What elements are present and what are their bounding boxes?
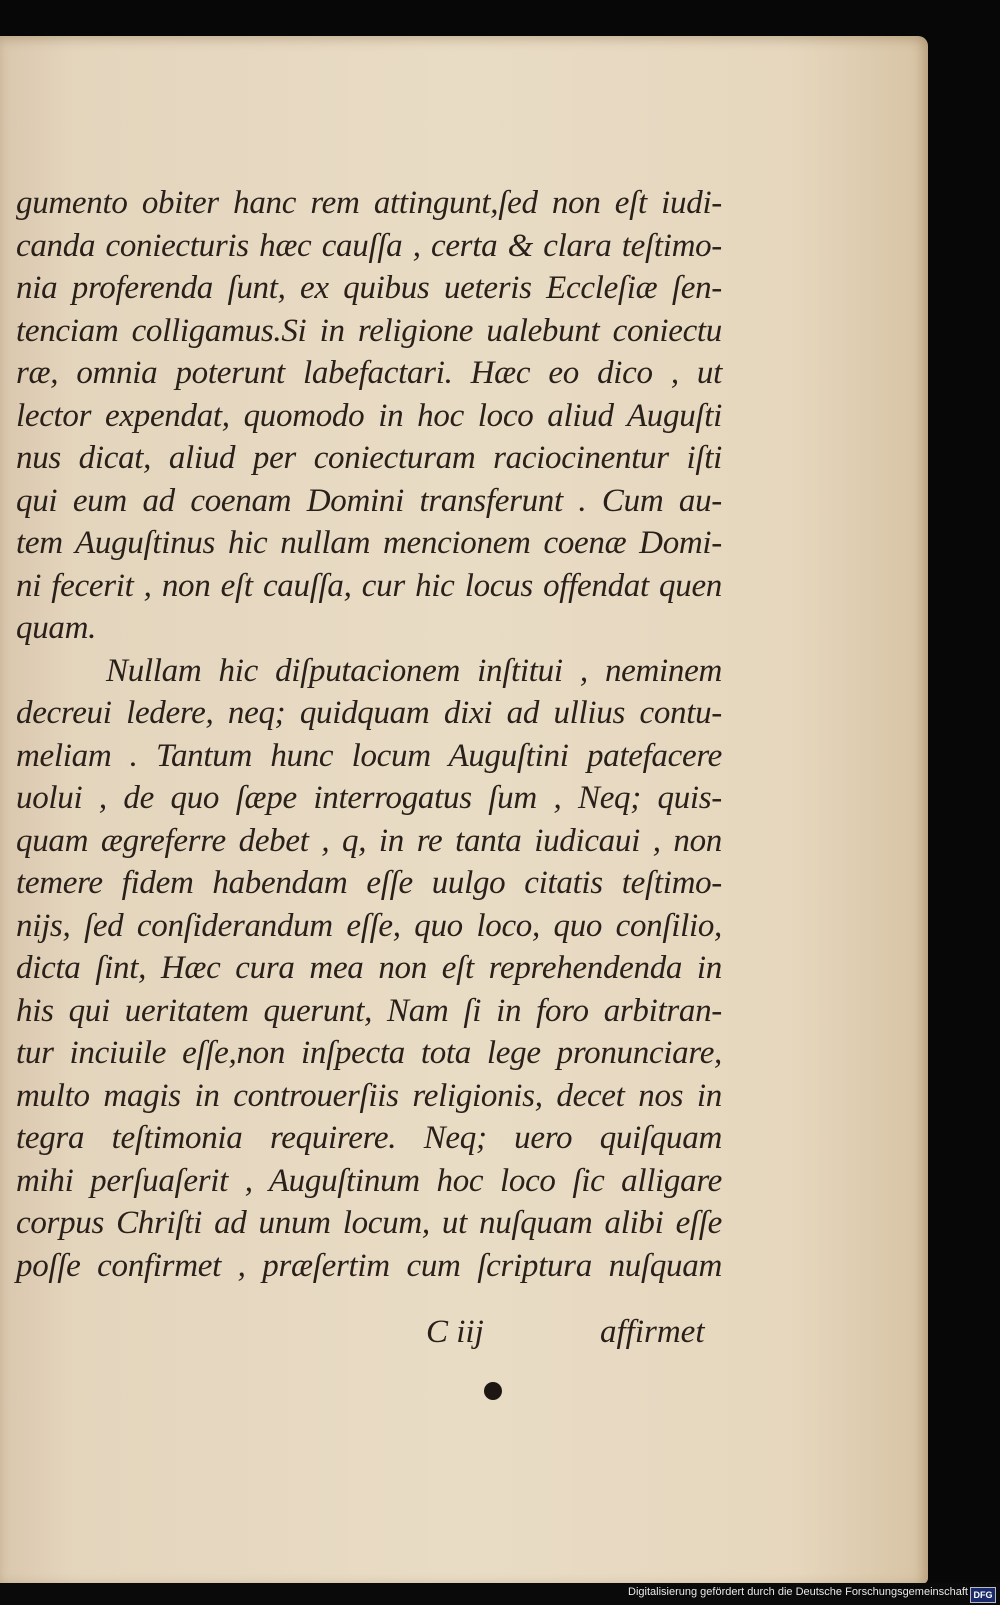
funding-credit: Digitalisierung gefördert durch die Deutsche Forschungsgemeinschaft	[628, 1586, 968, 1598]
catchword: affirmet	[600, 1314, 705, 1350]
dfg-logo: DFG	[970, 1587, 996, 1603]
paragraph-start-line: Nullam hic diſputacionem inſtitui , neminem	[106, 652, 722, 689]
text-body	[16, 182, 722, 1287]
signature-mark: C iij	[426, 1314, 484, 1350]
text-line: tenciam colligamus.Si in religione ualebunt coniectu	[16, 312, 722, 349]
text-line: quam ægreferre debet , q, in re tanta iudicaui , non	[16, 822, 722, 859]
text-line: tem Auguſtinus hic nullam mencionem coenæ Domi-	[16, 525, 722, 561]
text-line: ræ, omnia poterunt labefactari. Hæc eo dico , ut	[16, 355, 722, 391]
text-line: temere fidem habendam eſſe uulgo citatis teſtimo-	[16, 865, 722, 901]
text-line: ni fecerit , non eſt cauſſa, cur hic locus offendat quen	[16, 567, 722, 604]
page-footer-line	[0, 1314, 928, 1364]
digitization-footer	[0, 1583, 1000, 1605]
text-line: nijs, ſed conſiderandum eſſe, quo loco, quo conſilio,	[16, 907, 722, 944]
text-line: qui eum ad coenam Domini transferunt . Cum au-	[16, 482, 722, 519]
text-line: mihi perſuaſerit , Auguſtinum hoc loco ſic alligare	[16, 1162, 722, 1199]
text-line: dicta ſint, Hæc cura mea non eſt reprehendenda in	[16, 950, 722, 986]
text-line: uolui , de quo ſæpe interrogatus ſum , Neq; quis-	[16, 780, 722, 816]
text-line: nia proferenda ſunt, ex quibus ueteris Eccleſiæ ſen-	[16, 270, 722, 306]
ink-dot	[484, 1382, 502, 1400]
text-line: quam.	[16, 610, 97, 646]
text-line: meliam . Tantum hunc locum Auguſtini patefacere	[16, 737, 722, 774]
text-line: gumento obiter hanc rem attingunt,ſed non eſt iudi-	[16, 185, 722, 221]
text-line: decreui ledere, neq; quidquam dixi ad ullius contu-	[16, 695, 722, 731]
text-line: corpus Chriſti ad unum locum, ut nuſquam alibi eſſe	[16, 1205, 722, 1241]
book-page	[0, 36, 928, 1584]
text-line: tur inciuile eſſe,non inſpecta tota lege pronunciare,	[16, 1035, 722, 1071]
text-line: his qui ueritatem querunt, Nam ſi in foro arbitran-	[16, 992, 722, 1029]
text-line: multo magis in controuerſiis religionis, decet nos in	[16, 1077, 722, 1114]
text-line: poſſe confirmet , præſertim cum ſcriptura nuſquam	[16, 1247, 722, 1284]
text-line: canda coniecturis hæc cauſſa , certa & clara teſtimo-	[16, 227, 722, 264]
text-line: tegra teſtimonia requirere. Neq; uero quiſquam	[16, 1120, 722, 1156]
text-line: nus dicat, aliud per coniecturam raciocinentur iſti	[16, 440, 722, 476]
text-line: lector expendat, quomodo in hoc loco aliud Auguſti	[16, 397, 722, 434]
